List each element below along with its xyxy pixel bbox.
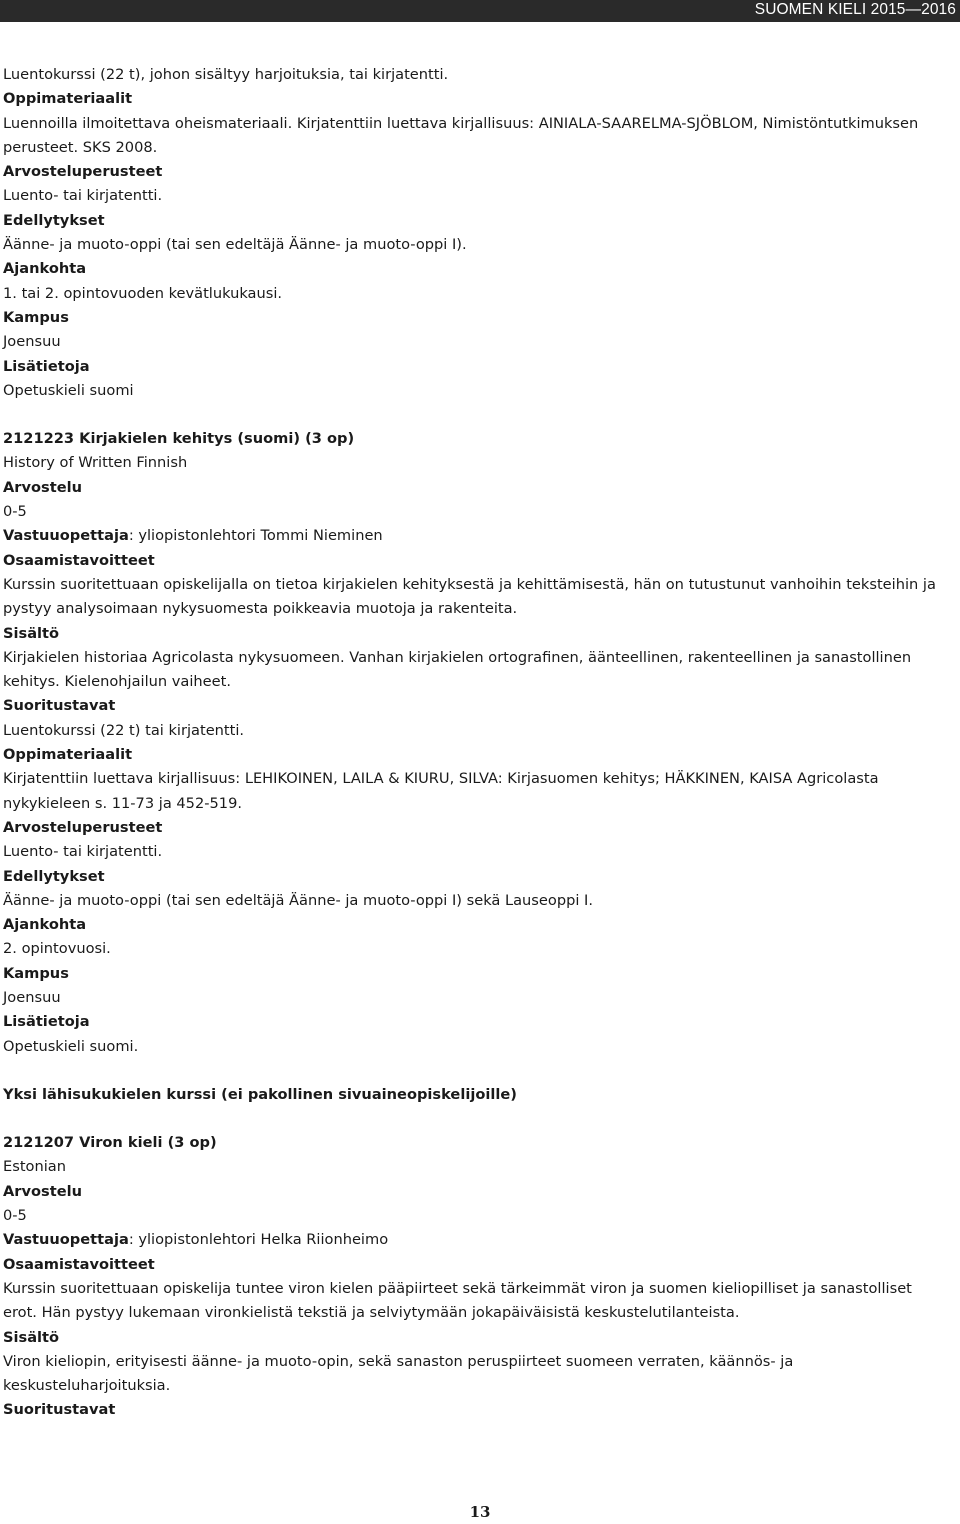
field-heading: Kampus — [3, 964, 69, 982]
field-text: Estonian — [3, 1158, 66, 1176]
field-heading: Sisältö — [3, 624, 60, 642]
field-text: Kirjatenttiin luettava kirjallisuus: LEHIKOINEN, LAILA & KIURU, SILVA: Kirjasuomen kehitys; HÄKKINEN, KAISA Agricolasta nykykieleen s. 11-73 ja 452-519. — [3, 770, 884, 812]
field-heading: Oppimateriaalit — [3, 746, 133, 764]
field-value: : yliopistonlehtori Helka Riionheimo — [128, 1231, 389, 1249]
field-heading: Lisätietoja — [3, 1013, 90, 1031]
field-heading: Arvostelu — [3, 1182, 82, 1200]
field-heading: Oppimateriaalit — [3, 90, 133, 108]
field-heading: Suoritustavat — [3, 697, 116, 715]
field-heading: 2121223 Kirjakielen kehitys (suomi) (3 op) — [3, 430, 355, 448]
field-value: : yliopistonlehtori Tommi Nieminen — [128, 527, 383, 545]
field-text: Luento- tai kirjatentti. — [3, 843, 163, 861]
field-text: Joensuu — [3, 333, 61, 351]
section-gap — [3, 1107, 943, 1131]
field-heading: Suoritustavat — [3, 1401, 116, 1419]
field-heading: Arvosteluperusteet — [3, 818, 163, 836]
field-heading: Edellytykset — [3, 867, 105, 885]
field-text: Luento- tai kirjatentti. — [3, 187, 163, 205]
field-heading: Arvostelu — [3, 478, 82, 496]
field-text: Viron kieliopin, erityisesti äänne- ja muoto-opin, sekä sanaston peruspiirteet suomeen verraten, käännös- ja keskusteluharjoituksia. — [3, 1352, 798, 1395]
field-text: Kurssin suoritettuaan opiskelija tuntee viron kielen pääpiirteet sekä tärkeimmät viron ja suomen kieliopilliset ja sanastolliset erot. Hän pystyy lukemaan vironkielistä tekstiä ja selviytymään jokapäiväisistä keskustelutilanteista. — [3, 1279, 917, 1322]
field-heading: Kampus — [3, 308, 69, 326]
field-text: Äänne- ja muoto-oppi (tai sen edeltäjä Äänne- ja muoto-oppi I). — [3, 236, 467, 254]
field-text: Luentokurssi (22 t) tai kirjatentti. — [3, 721, 245, 739]
responsible-teacher — [3, 524, 943, 548]
page-content — [3, 63, 943, 1423]
field-text: Luennoilla ilmoitettava oheismateriaali. Kirjatenttiin luettava kirjallisuus: AINIALA-SAARELMA-SJÖBLOM, Nimistöntutkimuksen perusteet. SKS 2008. — [3, 114, 923, 156]
course-2121207 — [3, 1131, 943, 1423]
field-heading: Osaamistavoitteet — [3, 1255, 155, 1273]
field-text: Opetuskieli suomi — [3, 381, 134, 399]
section-gap — [3, 403, 943, 427]
section-gap — [3, 1059, 943, 1083]
field-text: Äänne- ja muoto-oppi (tai sen edeltäjä Äänne- ja muoto-oppi I) sekä Lauseoppi I. — [3, 891, 593, 909]
field-heading: Osaamistavoitteet — [3, 551, 155, 569]
field-heading: Ajankohta — [3, 260, 87, 278]
field-text: Luentokurssi (22 t), johon sisältyy harjoituksia, tai kirjatentti. — [3, 66, 449, 83]
field-label: Vastuuopettaja — [3, 527, 129, 545]
field-text: 2. opintovuosi. — [3, 940, 111, 958]
field-heading: Ajankohta — [3, 916, 87, 934]
responsible-teacher — [3, 1228, 943, 1252]
top-section — [3, 63, 943, 403]
field-text: 0-5 — [3, 1207, 27, 1225]
field-label: Vastuuopettaja — [3, 1231, 129, 1249]
header-title: SUOMEN KIELI 2015—2016 — [754, 1, 956, 18]
field-text: Kurssin suoritettuaan opiskelijalla on tietoa kirjakielen kehityksestä ja kehittämisestä, hän on tutustunut vanhoihin teksteihin ja pystyy analysoimaan nykysuomesta poikkeavia muotoja ja rakenteita. — [3, 575, 941, 618]
running-header — [0, 0, 960, 22]
field-heading: Sisältö — [3, 1328, 60, 1346]
field-heading: Arvosteluperusteet — [3, 163, 163, 181]
page-number: 13 — [469, 1503, 491, 1521]
field-text: History of Written Finnish — [3, 454, 188, 472]
group-heading: Yksi lähisukukielen kurssi (ei pakollinen sivuaineopiskelijoille) — [3, 1085, 517, 1103]
field-heading: Lisätietoja — [3, 357, 90, 375]
field-text: Kirjakielen historiaa Agricolasta nykysuomeen. Vanhan kirjakielen ortografinen, äänteellinen, rakenteellinen ja sanastollinen kehitys. Kielenohjailun vaiheet. — [3, 648, 916, 691]
field-heading: Edellytykset — [3, 211, 105, 229]
field-text: 0-5 — [3, 503, 27, 521]
field-heading: 2121207 Viron kieli (3 op) — [3, 1134, 217, 1152]
field-text: 1. tai 2. opintovuoden kevätlukukausi. — [3, 284, 283, 302]
field-text: Joensuu — [3, 988, 61, 1006]
field-text: Opetuskieli suomi. — [3, 1037, 139, 1055]
course-2121223 — [3, 427, 943, 1059]
